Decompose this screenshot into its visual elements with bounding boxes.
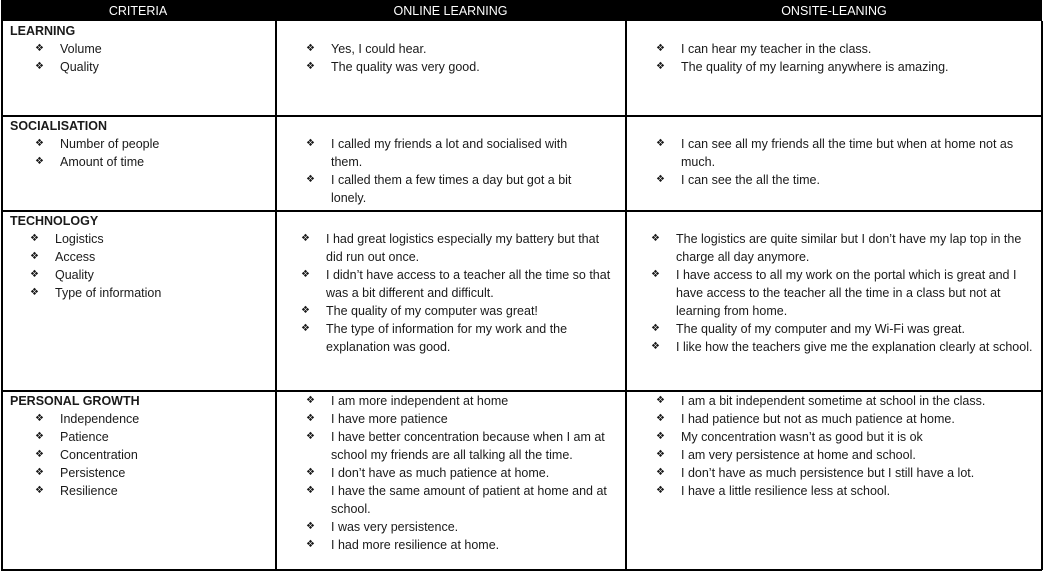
list-item (35, 482, 270, 500)
list-item-text: I can hear my teacher in the class. (681, 42, 872, 56)
online-cell-learning (306, 40, 618, 76)
diamond-bullet-icon: ❖ (651, 323, 660, 334)
list-item (651, 230, 1037, 266)
onsite-response-list (656, 392, 1036, 500)
list-item-text: The quality of my computer and my Wi-Fi was great. (676, 322, 965, 336)
list-item (30, 266, 270, 284)
table-border-left (1, 21, 3, 570)
list-item-text: I have better concentration because when I am at school my friends are all talking all the time. (331, 430, 605, 462)
list-item-text: Type of information (55, 286, 162, 300)
list-item-text: I have more patience (331, 412, 448, 426)
list-item (656, 428, 1036, 446)
criteria-cell-technology (10, 212, 270, 302)
list-item-text: I am very persistence at home and school. (681, 448, 916, 462)
category-title: LEARNING (10, 24, 76, 38)
list-item (301, 230, 611, 266)
header-online-learning: ONLINE LEARNING (393, 4, 508, 18)
diamond-bullet-icon: ❖ (306, 539, 315, 550)
diamond-bullet-icon: ❖ (35, 431, 44, 442)
list-item-text: The type of information for my work and the explanation was good. (326, 322, 568, 354)
list-item (656, 446, 1036, 464)
list-item (35, 153, 270, 171)
diamond-bullet-icon: ❖ (306, 485, 315, 496)
diamond-bullet-icon: ❖ (306, 395, 315, 406)
table-border-right (1041, 21, 1043, 570)
list-item (306, 171, 596, 207)
criteria-list (35, 410, 270, 500)
list-item-text: Quality (55, 268, 94, 282)
list-item (651, 320, 1037, 338)
list-item (35, 410, 270, 428)
list-item-text: I didn’t have access to a teacher all the time so that was a bit different and difficult. (326, 268, 611, 300)
diamond-bullet-icon: ❖ (35, 467, 44, 478)
diamond-bullet-icon: ❖ (651, 341, 660, 352)
list-item-text: The quality of my computer was great! (326, 304, 538, 318)
online-response-list (306, 392, 620, 554)
list-item (656, 171, 1036, 189)
list-item-text: Logistics (55, 232, 104, 246)
header-criteria: CRITERIA (108, 4, 168, 18)
criteria-cell-learning (10, 22, 270, 76)
list-item-text: Resilience (60, 484, 118, 498)
diamond-bullet-icon: ❖ (301, 269, 310, 280)
list-item (306, 40, 618, 58)
online-response-list (306, 40, 618, 76)
list-item-text: Independence (60, 412, 140, 426)
criteria-list (30, 230, 270, 302)
list-item-text: The logistics are quite similar but I don’t have my lap top in the charge all day anymore. (676, 232, 1022, 264)
list-item-text: I like how the teachers give me the explanation clearly at school. (676, 340, 1033, 354)
onsite-cell-learning (656, 40, 1036, 76)
list-item-text: The quality was very good. (331, 60, 480, 74)
diamond-bullet-icon: ❖ (306, 61, 315, 72)
list-item (35, 40, 270, 58)
diamond-bullet-icon: ❖ (30, 233, 39, 244)
list-item-text: Volume (60, 42, 102, 56)
diamond-bullet-icon: ❖ (656, 431, 665, 442)
diamond-bullet-icon: ❖ (35, 43, 44, 54)
list-item (35, 464, 270, 482)
list-item-text: My concentration wasn’t as good but it is ok (681, 430, 923, 444)
list-item (656, 135, 1036, 171)
diamond-bullet-icon: ❖ (301, 233, 310, 244)
diamond-bullet-icon: ❖ (306, 174, 315, 185)
diamond-bullet-icon: ❖ (651, 233, 660, 244)
list-item (651, 338, 1037, 356)
diamond-bullet-icon: ❖ (656, 174, 665, 185)
online-cell-personal-growth (306, 392, 620, 554)
diamond-bullet-icon: ❖ (35, 413, 44, 424)
diamond-bullet-icon: ❖ (656, 449, 665, 460)
category-title: TECHNOLOGY (10, 214, 99, 228)
list-item (306, 58, 618, 76)
list-item (651, 266, 1037, 320)
category-title: PERSONAL GROWTH (10, 394, 140, 408)
list-item-text: I have the same amount of patient at home and at school. (331, 484, 607, 516)
list-item (30, 248, 270, 266)
list-item-text: Concentration (60, 448, 138, 462)
list-item-text: I had patience but not as much patience at home. (681, 412, 955, 426)
header-onsite-learning: ONSITE-LEANING (781, 4, 887, 18)
online-cell-technology (301, 230, 611, 356)
onsite-cell-socialisation (656, 135, 1036, 189)
list-item (656, 392, 1036, 410)
list-item (656, 410, 1036, 428)
diamond-bullet-icon: ❖ (30, 287, 39, 298)
table-border-bottom (1, 569, 1042, 571)
list-item (35, 428, 270, 446)
list-item-text: I called them a few times a day but got a bit lonely. (331, 173, 572, 205)
list-item-text: I am more independent at home (331, 394, 509, 408)
list-item (35, 135, 270, 153)
list-item (306, 392, 620, 410)
list-item-text: Quality (60, 60, 99, 74)
column-divider (275, 21, 277, 570)
diamond-bullet-icon: ❖ (35, 61, 44, 72)
list-item-text: I had more resilience at home. (331, 538, 500, 552)
diamond-bullet-icon: ❖ (35, 485, 44, 496)
list-item-text: I don’t have as much persistence but I still have a lot. (681, 466, 975, 480)
online-response-list (301, 230, 611, 356)
list-item (306, 428, 620, 464)
diamond-bullet-icon: ❖ (656, 413, 665, 424)
diamond-bullet-icon: ❖ (306, 413, 315, 424)
diamond-bullet-icon: ❖ (35, 449, 44, 460)
diamond-bullet-icon: ❖ (306, 521, 315, 532)
list-item (656, 464, 1036, 482)
online-response-list (306, 135, 596, 207)
list-item (30, 284, 270, 302)
onsite-response-list (656, 40, 1036, 76)
list-item-text: I have access to all my work on the portal which is great and I have access to the teacher all the time in a class but not at learning from home. (676, 268, 1017, 318)
criteria-list (35, 135, 270, 171)
list-item (30, 230, 270, 248)
list-item-text: Patience (60, 430, 109, 444)
diamond-bullet-icon: ❖ (306, 467, 315, 478)
list-item-text: I am a bit independent sometime at school in the class. (681, 394, 986, 408)
list-item-text: Number of people (60, 137, 160, 151)
list-item-text: The quality of my learning anywhere is amazing. (681, 60, 949, 74)
list-item-text: I can see all my friends all the time but when at home not as much. (681, 137, 1014, 169)
diamond-bullet-icon: ❖ (651, 269, 660, 280)
list-item (306, 464, 620, 482)
category-title: SOCIALISATION (10, 119, 107, 133)
list-item (301, 302, 611, 320)
onsite-response-list (651, 230, 1037, 356)
list-item-text: Persistence (60, 466, 126, 480)
list-item (306, 518, 620, 536)
diamond-bullet-icon: ❖ (306, 43, 315, 54)
onsite-cell-personal-growth (656, 392, 1036, 500)
onsite-response-list (656, 135, 1036, 189)
list-item-text: Amount of time (60, 155, 145, 169)
list-item-text: I had great logistics especially my battery but that did run out once. (326, 232, 600, 264)
list-item-text: I have a little resilience less at school. (681, 484, 891, 498)
list-item-text: I can see the all the time. (681, 173, 820, 187)
diamond-bullet-icon: ❖ (656, 467, 665, 478)
criteria-cell-socialisation (10, 117, 270, 171)
column-divider (625, 21, 627, 570)
diamond-bullet-icon: ❖ (656, 485, 665, 496)
list-item (306, 410, 620, 428)
diamond-bullet-icon: ❖ (30, 269, 39, 280)
diamond-bullet-icon: ❖ (656, 395, 665, 406)
list-item (306, 482, 620, 518)
online-cell-socialisation (306, 135, 596, 207)
list-item (656, 40, 1036, 58)
diamond-bullet-icon: ❖ (301, 323, 310, 334)
list-item (656, 482, 1036, 500)
diamond-bullet-icon: ❖ (35, 156, 44, 167)
list-item-text: I don’t have as much patience at home. (331, 466, 550, 480)
diamond-bullet-icon: ❖ (301, 305, 310, 316)
diamond-bullet-icon: ❖ (656, 138, 665, 149)
list-item (301, 320, 611, 356)
criteria-list (35, 40, 270, 76)
list-item (301, 266, 611, 302)
list-item (35, 446, 270, 464)
diamond-bullet-icon: ❖ (656, 43, 665, 54)
diamond-bullet-icon: ❖ (656, 61, 665, 72)
list-item (656, 58, 1036, 76)
list-item-text: Yes, I could hear. (331, 42, 427, 56)
diamond-bullet-icon: ❖ (30, 251, 39, 262)
diamond-bullet-icon: ❖ (306, 431, 315, 442)
list-item-text: Access (55, 250, 96, 264)
list-item (306, 536, 620, 554)
onsite-cell-technology (651, 230, 1037, 356)
diamond-bullet-icon: ❖ (35, 138, 44, 149)
diamond-bullet-icon: ❖ (306, 138, 315, 149)
list-item (35, 58, 270, 76)
list-item-text: I called my friends a lot and socialised with them. (331, 137, 568, 169)
list-item (306, 135, 596, 171)
list-item-text: I was very persistence. (331, 520, 459, 534)
criteria-cell-personal-growth (10, 392, 270, 500)
